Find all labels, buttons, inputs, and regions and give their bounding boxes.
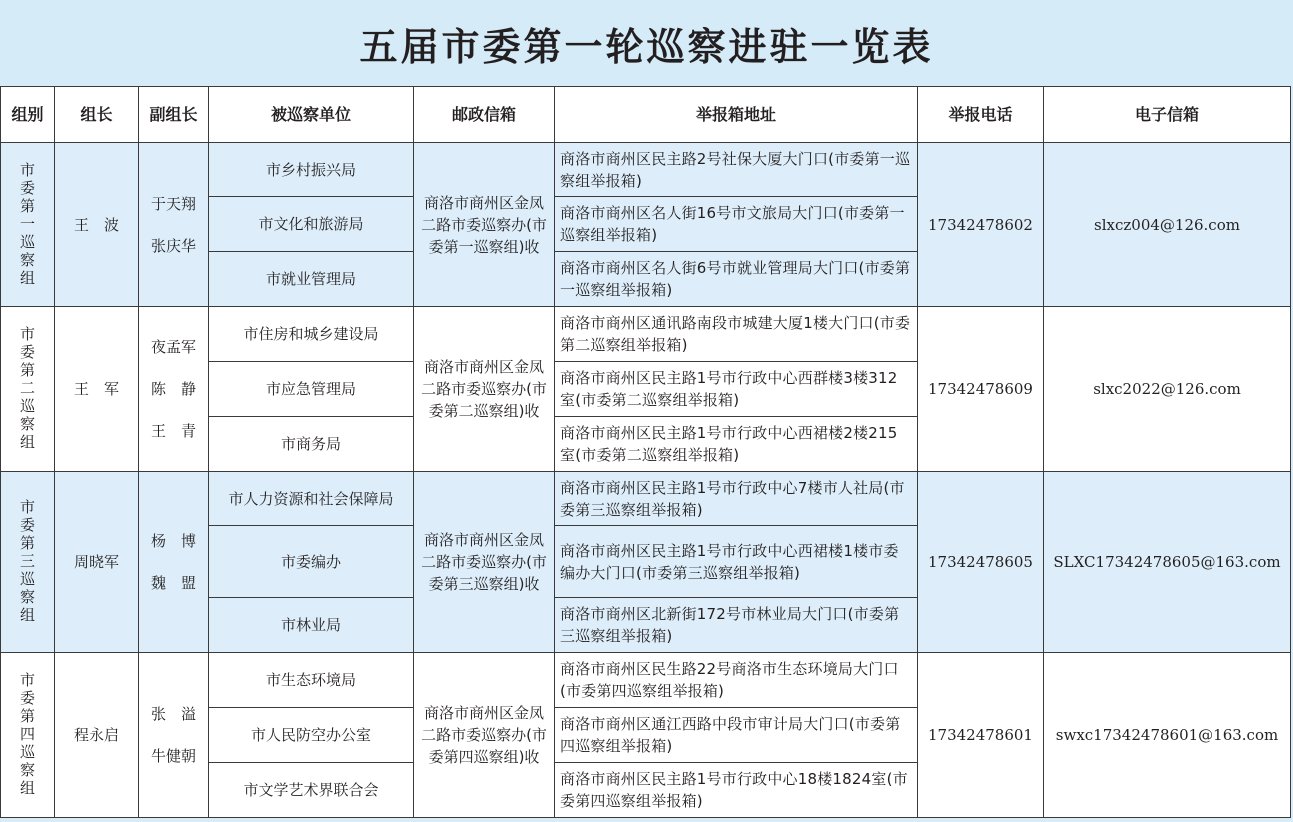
unit-cell [209, 653, 414, 708]
inspection-table [0, 86, 1291, 818]
header-cell: 被巡察单位 [209, 87, 414, 143]
email-cell [1044, 307, 1291, 472]
report-box-cell [555, 362, 918, 417]
unit-name: 市人民防空办公室 [250, 726, 371, 744]
unit-name: 市林业局 [280, 616, 341, 634]
email-cell [1044, 472, 1291, 653]
unit-name: 市商务局 [280, 435, 341, 453]
report-box-cell [555, 143, 918, 197]
unit-name: 市人力资源和社会保障局 [228, 489, 394, 508]
report-box-address: 商洛市商州区民主路1号市行政中心西裙楼1楼市委编办大门口(市委第三巡察组举报箱) [560, 541, 899, 582]
deputy-name: 于天翔 [150, 194, 196, 213]
report-box-address: 商洛市商州区通江西路中段市审计局大门口(市委第四巡察组举报箱) [560, 715, 901, 755]
page-title: 五届市委第一轮巡察进驻一览表 [359, 24, 934, 69]
report-phone: 17342478601 [928, 726, 1033, 744]
email-cell [1044, 143, 1291, 307]
postal-cell [414, 472, 555, 653]
report-box-cell [555, 598, 918, 653]
table-row [1, 307, 1291, 362]
deputy-name: 杨 博 [150, 532, 196, 550]
postal-address: 商洛市商州区金凤二路市委巡察办(市委第三巡察组)收 [421, 531, 547, 593]
header-cell: 邮政信箱 [414, 87, 555, 143]
unit-cell [209, 362, 414, 417]
leader-cell [55, 307, 139, 472]
group-name: 市委第四巡察组 [19, 671, 35, 797]
report-box-address: 商洛市商州区民主路1号市行政中心7楼市人社局(市委第三巡察组举报箱) [560, 478, 905, 519]
group-name: 市委第二巡察组 [19, 325, 35, 451]
deputy-name: 牛健朝 [150, 747, 196, 765]
email-address: SLXC17342478605@163.com [1053, 553, 1281, 571]
postal-cell [414, 653, 555, 818]
leader-name: 程永启 [73, 726, 119, 744]
unit-cell [209, 417, 414, 472]
report-phone: 17342478609 [928, 380, 1033, 398]
report-box-address: 商洛市商州区民生路22号商洛市生态环境局大门口(市委第四巡察组举报箱) [560, 660, 899, 700]
unit-name: 市应急管理局 [265, 380, 356, 398]
deputies-cell [139, 653, 209, 818]
header-cell: 举报箱地址 [555, 87, 918, 143]
unit-name: 市文化和旅游局 [258, 215, 364, 233]
group-name-cell [1, 143, 55, 307]
header-cell: 举报电话 [918, 87, 1044, 143]
report-box-address: 商洛市商州区民主路1号市行政中心西群楼3楼312室(市委第二巡察组举报箱) [560, 369, 898, 409]
leader-cell [55, 143, 139, 307]
leader-name: 王 军 [73, 380, 119, 398]
deputy-name: 夜孟军 [150, 338, 196, 356]
report-box-cell [555, 307, 918, 362]
leader-name: 王 波 [73, 215, 119, 234]
phone-cell [918, 653, 1044, 818]
report-phone: 17342478602 [928, 215, 1033, 234]
report-box-cell [555, 526, 918, 598]
report-box-cell [555, 417, 918, 472]
table-row [1, 653, 1291, 708]
report-box-address: 商洛市商州区名人街16号市文旅局大门口(市委第一巡察组举报箱) [560, 204, 905, 244]
email-cell [1044, 653, 1291, 818]
unit-cell [209, 252, 414, 307]
postal-cell [414, 143, 555, 307]
report-box-address: 商洛市商州区北新街172号市林业局大门口(市委第三巡察组举报箱) [560, 605, 900, 645]
report-box-address: 商洛市商州区民主路1号市行政中心西裙楼2楼215室(市委第二巡察组举报箱) [560, 424, 898, 464]
report-box-cell [555, 653, 918, 708]
unit-cell [209, 307, 414, 362]
report-box-address: 商洛市商州区民主路1号市行政中心18楼1824室(市委第四巡察组举报箱) [560, 770, 908, 810]
report-box-cell [555, 472, 918, 526]
group-name-cell [1, 472, 55, 653]
report-box-cell [555, 197, 918, 252]
deputy-name: 王 青 [150, 422, 196, 440]
header-cell: 副组长 [139, 87, 209, 143]
deputy-name: 魏 盟 [150, 574, 196, 592]
report-box-cell [555, 708, 918, 763]
postal-cell [414, 307, 555, 472]
unit-name: 市委编办 [280, 552, 341, 571]
deputies-cell [139, 472, 209, 653]
unit-cell [209, 472, 414, 526]
leader-name: 周晓军 [73, 553, 119, 571]
deputy-name: 陈 静 [150, 380, 196, 398]
deputy-name: 张庆华 [150, 236, 196, 255]
table-row [1, 472, 1291, 526]
group-name: 市委第一巡察组 [19, 160, 35, 287]
report-box-cell [555, 763, 918, 818]
report-box-address: 商洛市商州区名人街6号市就业管理局大门口(市委第一巡察组举报箱) [560, 259, 911, 299]
postal-address: 商洛市商州区金凤二路市委巡察办(市委第二巡察组)收 [421, 358, 547, 420]
phone-cell [918, 472, 1044, 653]
unit-cell [209, 598, 414, 653]
email-address: slxcz004@126.com [1094, 215, 1240, 234]
report-box-address: 商洛市商州区民主路2号社保大厦大门口(市委第一巡察组举报箱) [560, 149, 911, 190]
unit-name: 市乡村振兴局 [265, 160, 356, 179]
deputy-name: 张 溢 [150, 705, 196, 723]
header-cell: 组别 [1, 87, 55, 143]
deputies-cell [139, 307, 209, 472]
unit-cell [209, 708, 414, 763]
group-name-cell [1, 307, 55, 472]
leader-cell [55, 472, 139, 653]
report-box-address: 商洛市商州区通讯路南段市城建大厦1楼大门口(市委第二巡察组举报箱) [560, 314, 911, 354]
header-cell: 电子信箱 [1044, 87, 1291, 143]
unit-cell [209, 763, 414, 818]
table-row [1, 143, 1291, 197]
report-phone: 17342478605 [928, 553, 1033, 571]
unit-cell [209, 143, 414, 197]
header-cell: 组长 [55, 87, 139, 143]
header-row [1, 87, 1291, 143]
unit-cell [209, 197, 414, 252]
unit-cell [209, 526, 414, 598]
phone-cell [918, 143, 1044, 307]
deputies-cell [139, 143, 209, 307]
postal-address: 商洛市商州区金凤二路市委巡察办(市委第一巡察组)收 [421, 193, 547, 256]
group-name: 市委第三巡察组 [19, 498, 35, 624]
email-address: slxc2022@126.com [1093, 380, 1241, 398]
report-box-cell [555, 252, 918, 307]
leader-cell [55, 653, 139, 818]
group-name-cell [1, 653, 55, 818]
phone-cell [918, 307, 1044, 472]
unit-name: 市生态环境局 [265, 671, 356, 689]
title-bar [0, 0, 1293, 86]
unit-name: 市就业管理局 [265, 270, 356, 288]
email-address: swxc17342478601@163.com [1055, 726, 1279, 744]
postal-address: 商洛市商州区金凤二路市委巡察办(市委第四巡察组)收 [421, 704, 547, 766]
unit-name: 市文学艺术界联合会 [243, 781, 379, 799]
unit-name: 市住房和城乡建设局 [243, 325, 379, 343]
